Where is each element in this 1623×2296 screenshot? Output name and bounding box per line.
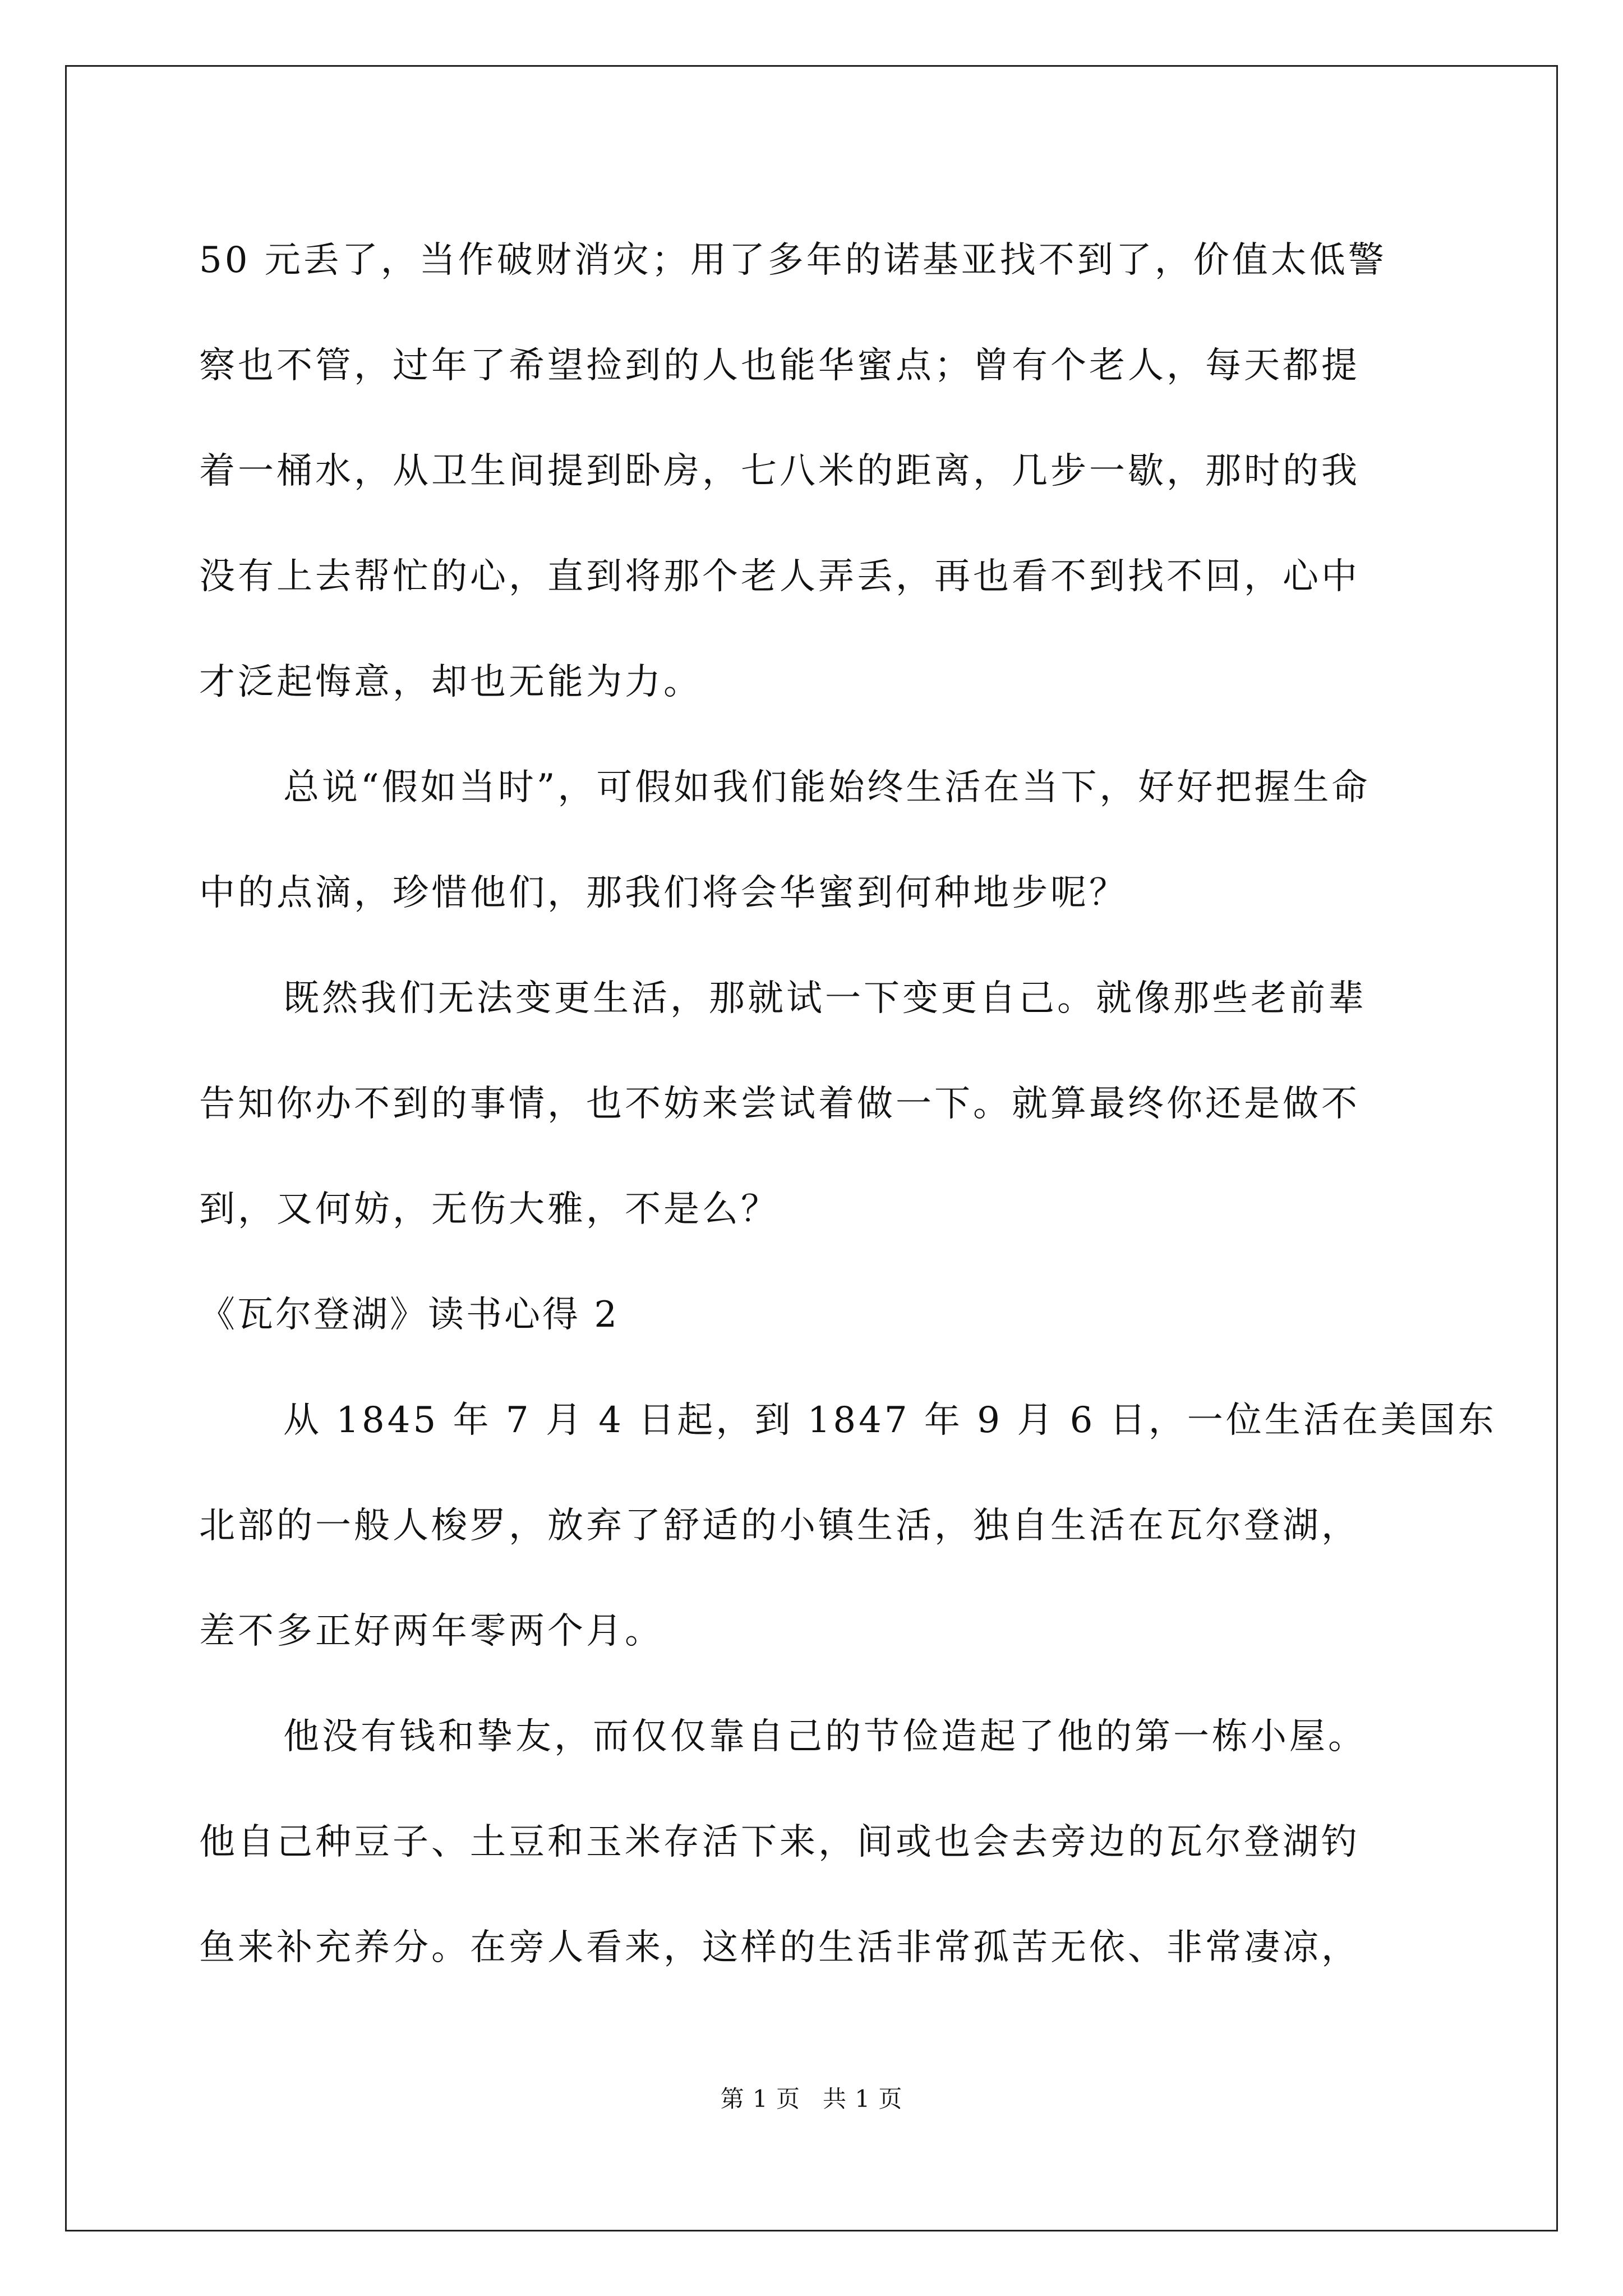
text-line: 他自己种豆子、土豆和玉米存活下来，间或也会去旁边的瓦尔登湖钓 [199, 1821, 1360, 1863]
paragraph-start-line: 既然我们无法变更生活，那就试一下变更自己。就像那些老前辈 [283, 978, 1367, 1019]
text-line: 才泛起悔意，却也无能为力。 [199, 661, 702, 703]
page-number: 第 1 页 [720, 2085, 800, 2113]
text-line: 北部的一般人梭罗，放弃了舒适的小镇生活，独自生活在瓦尔登湖， [199, 1505, 1360, 1547]
document-body [199, 208, 1497, 2000]
paragraph-start-line: 他没有钱和挚友，而仅仅靠自己的节俭造起了他的第一栋小屋。 [283, 1716, 1367, 1757]
text-line: 50 元丢了，当作破财消灾；用了多年的诺基亚找不到了，价值太低警 [199, 240, 1387, 281]
text-line: 到，又何妨，无伤大雅，不是么？ [199, 1189, 780, 1230]
page-footer [0, 2082, 1623, 2116]
text-line: 着一桶水，从卫生间提到卧房，七八米的距离，几步一歇，那时的我 [199, 450, 1360, 492]
text-line: 察也不管，过年了希望捡到的人也能华蜜点；曾有个老人，每天都提 [199, 345, 1360, 386]
text-line: 告知你办不到的事情，也不妨来尝试着做一下。就算最终你还是做不 [199, 1083, 1360, 1125]
paragraph-start-line: 从 1845 年 7 月 4 日起，到 1847 年 9 月 6 日，一位生活在美国东 [283, 1400, 1497, 1441]
page-total: 共 1 页 [823, 2085, 903, 2113]
text-line: 没有上去帮忙的心，直到将那个老人弄丢，再也看不到找不回，心中 [199, 556, 1360, 597]
section-heading: 《瓦尔登湖》读书心得 2 [199, 1294, 620, 1336]
text-line: 差不多正好两年零两个月。 [199, 1611, 663, 1652]
text-line: 中的点滴，珍惜他们，那我们将会华蜜到何种地步呢？ [199, 872, 1128, 914]
text-line: 鱼来补充养分。在旁人看来，这样的生活非常孤苦无依、非常凄凉， [199, 1927, 1360, 1968]
paragraph-start-line: 总说“假如当时”，可假如我们能始终生活在当下，好好把握生命 [283, 767, 1371, 808]
